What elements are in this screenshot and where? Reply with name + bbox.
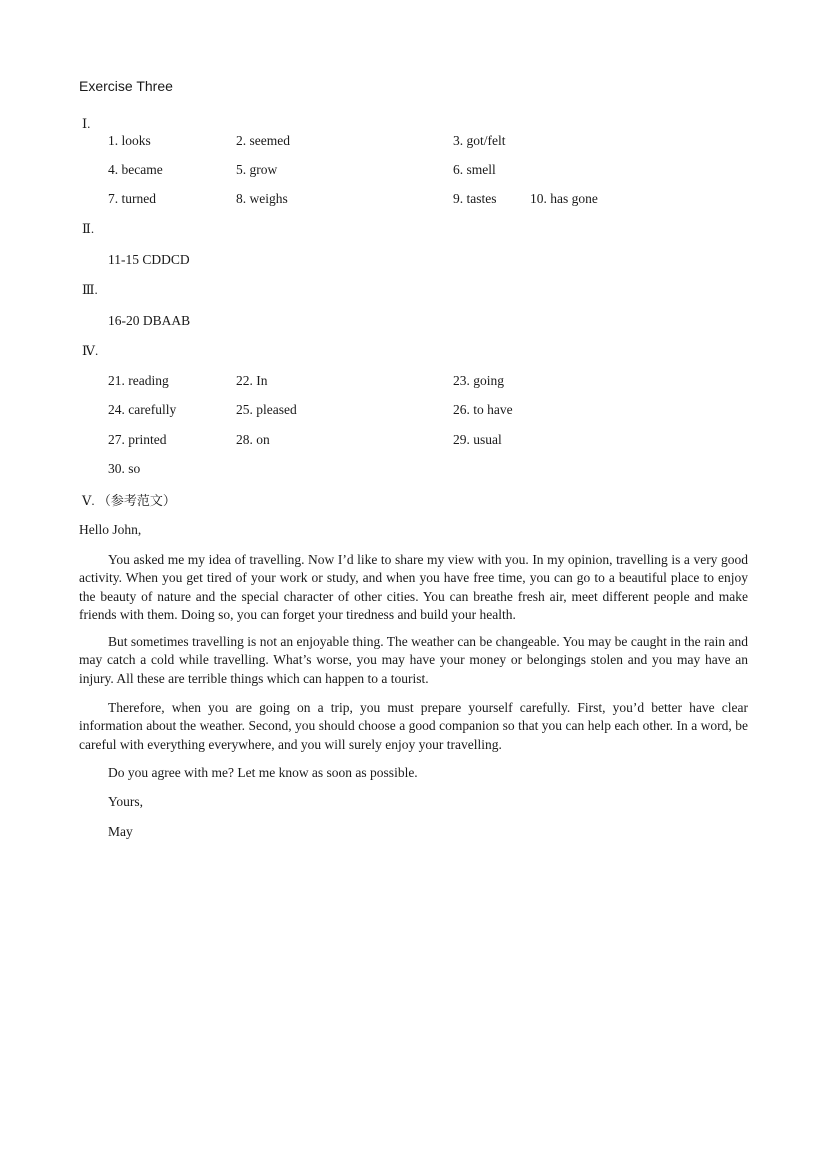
answer-item: 5. grow bbox=[236, 162, 278, 177]
section-heading-3: Ⅲ. bbox=[82, 282, 98, 297]
answer-row bbox=[0, 191, 827, 209]
answer-item: 26. to have bbox=[453, 402, 513, 417]
section-heading-5: Ⅴ. （参考范文） bbox=[82, 493, 176, 508]
answer-item: 6. smell bbox=[453, 162, 496, 177]
answer-row bbox=[0, 313, 827, 331]
answer-item: 27. printed bbox=[108, 432, 167, 447]
answer-item: 23. going bbox=[453, 373, 505, 388]
section-heading-4: Ⅳ. bbox=[82, 343, 99, 358]
essay-paragraph-1: You asked me my idea of travelling. Now I’d like to share my view with you. In my opinion, travelling is a very good activity. When you get tired of your work or study, and when you have free time, you can go to a beautiful place to enjoy the beauty of nature and the special character of other cities. You can breathe fresh air, meet different people and make friends with them. Doing so, you can forget your tiredness and build your health. bbox=[79, 552, 748, 622]
answer-item: 8. weighs bbox=[236, 191, 288, 206]
answer-row bbox=[0, 162, 827, 180]
letter-signature: May bbox=[108, 824, 133, 839]
answer-row bbox=[0, 133, 827, 151]
letter-greeting: Hello John, bbox=[79, 522, 142, 537]
answer-item: 1. looks bbox=[108, 133, 151, 148]
answer-item: 22. In bbox=[236, 373, 268, 388]
answer-item: 16-20 DBAAB bbox=[108, 313, 191, 328]
answer-item: 11-15 CDDCD bbox=[108, 252, 190, 267]
answer-row bbox=[0, 252, 827, 270]
answer-item: 25. pleased bbox=[236, 402, 297, 417]
answer-row bbox=[0, 402, 827, 420]
answer-item: 9. tastes bbox=[453, 191, 497, 206]
answer-item: 10. has gone bbox=[530, 191, 598, 206]
essay-paragraph-3: Therefore, when you are going on a trip, you must prepare yourself carefully. First, you’d better have clear information about the weather. Second, you should choose a good companion so that you can help each other. In a word, be careful with everything everywhere, and you will surely enjoy your travelling. bbox=[79, 700, 748, 752]
section-heading-1: Ⅰ. bbox=[82, 116, 91, 131]
answer-item: 3. got/felt bbox=[453, 133, 506, 148]
answer-item: 4. became bbox=[108, 162, 163, 177]
answer-item: 29. usual bbox=[453, 432, 502, 447]
answer-item: 30. so bbox=[108, 461, 141, 476]
letter-closing: Yours, bbox=[108, 794, 144, 809]
exercise-title: Exercise Three bbox=[79, 78, 173, 94]
answer-item: 28. on bbox=[236, 432, 270, 447]
answer-item: 24. carefully bbox=[108, 402, 177, 417]
answer-item: 21. reading bbox=[108, 373, 169, 388]
essay-paragraph-4: Do you agree with me? Let me know as soon as possible. bbox=[108, 765, 418, 780]
section-heading-2: Ⅱ. bbox=[82, 221, 95, 236]
essay-paragraph-2: But sometimes travelling is not an enjoyable thing. The weather can be changeable. You may be caught in the rain and may catch a cold while travelling. What’s worse, you may have your money or belongings stolen and you may have an injury. All these are terrible things which can happen to a tourist. bbox=[79, 634, 748, 686]
answer-item: 2. seemed bbox=[236, 133, 290, 148]
answer-row bbox=[0, 373, 827, 391]
answer-row bbox=[0, 461, 827, 479]
answer-item: 7. turned bbox=[108, 191, 156, 206]
answer-row bbox=[0, 432, 827, 450]
